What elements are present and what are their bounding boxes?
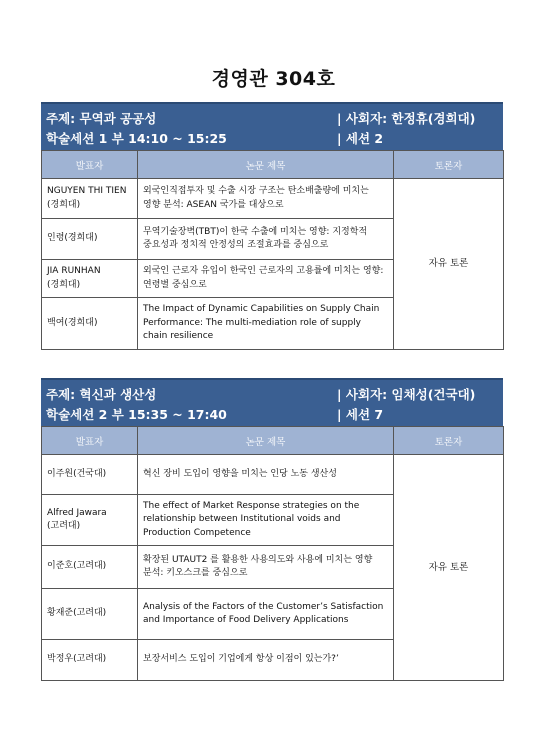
column-header-title: 논문 제목 (138, 151, 394, 179)
column-header-presenter: 발표자 (42, 427, 138, 455)
session-topic: 주제: 혁신과 생산성 (46, 387, 157, 402)
presenter-cell: 인령(경희대) (42, 219, 138, 260)
paper-title-cell: 확장된 UTAUT2 를 활용한 사용의도와 사용에 미치는 영향 분석: 키오스크를 중심으로 (138, 546, 394, 589)
session-time: 학술세션 2 부 15:35 ~ 17:40 (46, 407, 227, 422)
page-title: 경영관 304호 (211, 68, 336, 90)
paper-title-cell: 보장서비스 도입이 기업에게 항상 이점이 있는가?’ (138, 640, 394, 681)
table-header-row (42, 427, 504, 455)
paper-title-cell: The effect of Market Response strategies on the relationship between Institutional voids and Production Competence (138, 495, 394, 546)
paper-title-cell: 무역기술장벽(TBT)이 한국 수출에 미치는 영향: 지정학적 중요성과 정치적 안정성의 조절효과를 중심으로 (138, 219, 394, 260)
presenter-cell: 이준호(고려대) (42, 546, 138, 589)
session-header (41, 378, 503, 426)
session-table (41, 150, 504, 350)
discussant-cell: 자유 토론 (394, 179, 504, 350)
column-header-title: 논문 제목 (138, 427, 394, 455)
session-number: | 세션 7 (337, 407, 384, 422)
session-number: | 세션 2 (337, 131, 384, 146)
column-header-presenter: 발표자 (42, 151, 138, 179)
session-block-1 (41, 102, 503, 350)
paper-title-cell: The Impact of Dynamic Capabilities on Supply Chain Performance: The multi-mediation role of supply chain resilience (138, 298, 394, 350)
session-moderator: | 사회자: 한정휴(경희대) (337, 111, 476, 126)
paper-title-cell: 혁신 장비 도입이 영향을 미치는 인당 노동 생산성 (138, 455, 394, 495)
session-table (41, 426, 504, 681)
presenter-cell: 박정우(고려대) (42, 640, 138, 681)
session-header (41, 102, 503, 150)
session-moderator: | 사회자: 임채성(건국대) (337, 387, 476, 402)
presenter-cell: 황재준(고려대) (42, 589, 138, 640)
session-topic: 주제: 무역과 공공성 (46, 111, 157, 126)
paper-title-cell: 외국인 근로자 유입이 한국인 근로자의 고용률에 미치는 영향: 연령별 중심으로 (138, 260, 394, 298)
table-row (42, 179, 504, 219)
table-header-row (42, 151, 504, 179)
presenter-cell: 이주원(건국대) (42, 455, 138, 495)
presenter-cell: NGUYEN THI TIEN (경희대) (42, 179, 138, 219)
session-block-2 (41, 378, 503, 681)
table-row (42, 455, 504, 495)
column-header-discussant: 토론자 (394, 427, 504, 455)
presenter-cell: 백여(경희대) (42, 298, 138, 350)
session-time: 학술세션 1 부 14:10 ~ 15:25 (46, 131, 227, 146)
presenter-cell: Alfred Jawara (고려대) (42, 495, 138, 546)
presenter-cell: JIA RUNHAN (경희대) (42, 260, 138, 298)
paper-title-cell: Analysis of the Factors of the Customer’s Satisfaction and Importance of Food Delivery Applications (138, 589, 394, 640)
column-header-discussant: 토론자 (394, 151, 504, 179)
discussant-cell: 자유 토론 (394, 455, 504, 681)
paper-title-cell: 외국인직접투자 및 수출 시장 구조는 탄소배출량에 미치는 영향 분석: ASEAN 국가를 대상으로 (138, 179, 394, 219)
